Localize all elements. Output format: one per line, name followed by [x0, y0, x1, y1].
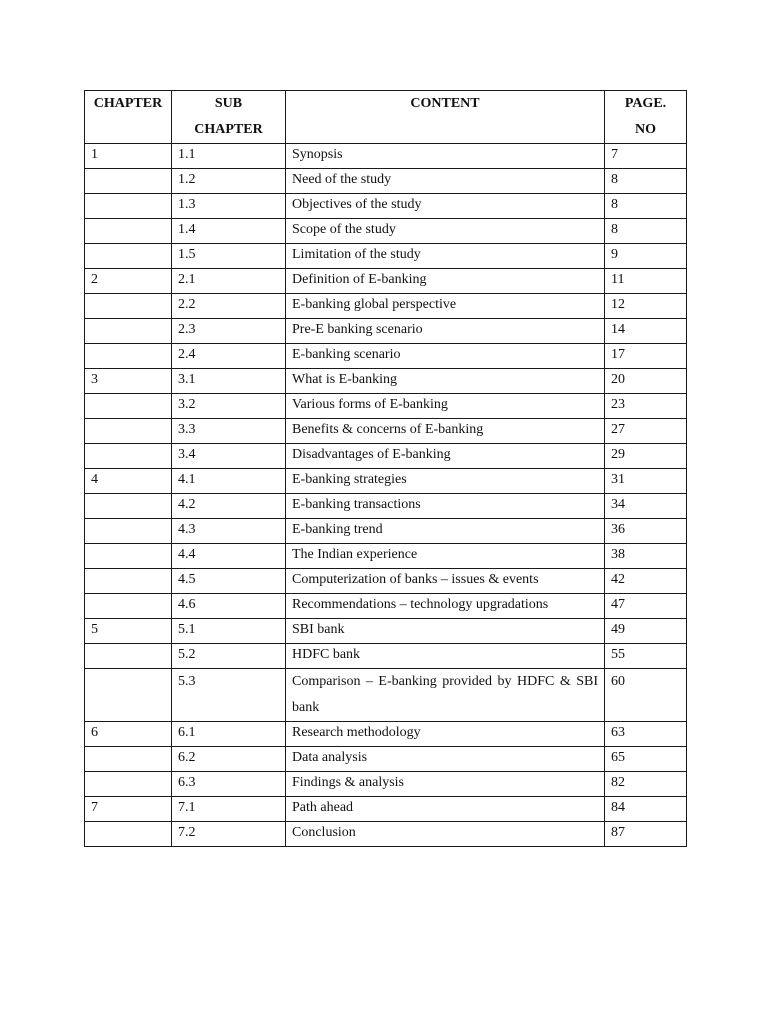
content-cell: E-banking strategies — [286, 469, 605, 494]
table-row — [85, 619, 687, 644]
sub-chapter-cell: 3.3 — [172, 419, 286, 444]
table-row — [85, 747, 687, 772]
sub-chapter-cell: 5.3 — [172, 669, 286, 722]
table-row — [85, 797, 687, 822]
table-row — [85, 269, 687, 294]
sub-chapter-cell: 1.3 — [172, 194, 286, 219]
sub-chapter-cell: 3.1 — [172, 369, 286, 394]
table-row — [85, 319, 687, 344]
sub-chapter-cell: 1.2 — [172, 169, 286, 194]
table-row — [85, 144, 687, 169]
sub-chapter-cell: 6.2 — [172, 747, 286, 772]
sub-chapter-cell: 2.4 — [172, 344, 286, 369]
header-page-line1: PAGE. — [624, 96, 667, 111]
chapter-cell — [85, 444, 172, 469]
chapter-cell — [85, 519, 172, 544]
chapter-cell — [85, 822, 172, 847]
content-cell: Various forms of E-banking — [286, 394, 605, 419]
sub-chapter-cell: 4.2 — [172, 494, 286, 519]
page-number-cell: 65 — [605, 747, 687, 772]
page-number-cell: 14 — [605, 319, 687, 344]
table-row — [85, 772, 687, 797]
content-cell: Definition of E-banking — [286, 269, 605, 294]
page-number-cell: 7 — [605, 144, 687, 169]
toc-header-row — [85, 91, 687, 144]
header-sub-chapter — [172, 91, 286, 144]
sub-chapter-cell: 6.3 — [172, 772, 286, 797]
page-number-cell: 42 — [605, 569, 687, 594]
header-sub-line1: SUB — [214, 96, 243, 111]
table-row — [85, 194, 687, 219]
header-sub-line2: CHAPTER — [194, 122, 263, 137]
chapter-cell: 6 — [85, 722, 172, 747]
content-cell: E-banking scenario — [286, 344, 605, 369]
sub-chapter-cell: 6.1 — [172, 722, 286, 747]
table-row — [85, 369, 687, 394]
header-page-no — [605, 91, 687, 144]
content-cell: Data analysis — [286, 747, 605, 772]
content-cell: HDFC bank — [286, 644, 605, 669]
content-cell: What is E-banking — [286, 369, 605, 394]
page-number-cell: 8 — [605, 194, 687, 219]
page-number-cell: 36 — [605, 519, 687, 544]
chapter-cell: 1 — [85, 144, 172, 169]
table-row — [85, 394, 687, 419]
content-cell: Comparison – E-banking provided by HDFC & SBI bank — [286, 669, 605, 722]
toc-body — [85, 144, 687, 847]
table-of-contents — [84, 90, 687, 847]
content-cell: E-banking global perspective — [286, 294, 605, 319]
chapter-cell: 5 — [85, 619, 172, 644]
sub-chapter-cell: 7.1 — [172, 797, 286, 822]
sub-chapter-cell: 4.4 — [172, 544, 286, 569]
chapter-cell: 2 — [85, 269, 172, 294]
page-number-cell: 23 — [605, 394, 687, 419]
sub-chapter-cell: 4.5 — [172, 569, 286, 594]
content-cell: Synopsis — [286, 144, 605, 169]
page-number-cell: 60 — [605, 669, 687, 722]
content-cell: Conclusion — [286, 822, 605, 847]
table-row — [85, 494, 687, 519]
page-number-cell: 38 — [605, 544, 687, 569]
sub-chapter-cell: 4.1 — [172, 469, 286, 494]
chapter-cell — [85, 394, 172, 419]
sub-chapter-cell: 4.6 — [172, 594, 286, 619]
page-number-cell: 8 — [605, 219, 687, 244]
content-cell: Limitation of the study — [286, 244, 605, 269]
table-row — [85, 519, 687, 544]
header-chapter: CHAPTER — [85, 91, 172, 144]
table-row — [85, 544, 687, 569]
table-row — [85, 594, 687, 619]
content-cell: Need of the study — [286, 169, 605, 194]
chapter-cell — [85, 644, 172, 669]
content-cell: Path ahead — [286, 797, 605, 822]
sub-chapter-cell: 3.2 — [172, 394, 286, 419]
page-number-cell: 8 — [605, 169, 687, 194]
chapter-cell — [85, 194, 172, 219]
sub-chapter-cell: 3.4 — [172, 444, 286, 469]
content-cell: Disadvantages of E-banking — [286, 444, 605, 469]
table-row — [85, 569, 687, 594]
page-number-cell: 31 — [605, 469, 687, 494]
page-number-cell: 27 — [605, 419, 687, 444]
content-cell: Scope of the study — [286, 219, 605, 244]
page-number-cell: 34 — [605, 494, 687, 519]
content-cell: E-banking transactions — [286, 494, 605, 519]
sub-chapter-cell: 7.2 — [172, 822, 286, 847]
content-cell: Findings & analysis — [286, 772, 605, 797]
chapter-cell — [85, 344, 172, 369]
chapter-cell — [85, 569, 172, 594]
sub-chapter-cell: 2.1 — [172, 269, 286, 294]
chapter-cell — [85, 244, 172, 269]
content-cell: SBI bank — [286, 619, 605, 644]
page-number-cell: 63 — [605, 722, 687, 747]
table-row — [85, 419, 687, 444]
sub-chapter-cell: 1.5 — [172, 244, 286, 269]
sub-chapter-cell: 5.1 — [172, 619, 286, 644]
page-number-cell: 11 — [605, 269, 687, 294]
sub-chapter-cell: 1.4 — [172, 219, 286, 244]
table-row — [85, 444, 687, 469]
chapter-cell — [85, 594, 172, 619]
chapter-cell — [85, 747, 172, 772]
table-row — [85, 644, 687, 669]
chapter-cell — [85, 772, 172, 797]
sub-chapter-cell: 4.3 — [172, 519, 286, 544]
chapter-cell — [85, 494, 172, 519]
content-cell: Benefits & concerns of E-banking — [286, 419, 605, 444]
table-row — [85, 469, 687, 494]
table-row — [85, 169, 687, 194]
page-number-cell: 12 — [605, 294, 687, 319]
page-number-cell: 82 — [605, 772, 687, 797]
chapter-cell: 3 — [85, 369, 172, 394]
chapter-cell: 4 — [85, 469, 172, 494]
page-number-cell: 29 — [605, 444, 687, 469]
table-row — [85, 244, 687, 269]
page-number-cell: 9 — [605, 244, 687, 269]
chapter-cell — [85, 169, 172, 194]
page-number-cell: 20 — [605, 369, 687, 394]
chapter-cell — [85, 319, 172, 344]
table-row — [85, 219, 687, 244]
table-row — [85, 722, 687, 747]
content-cell: Objectives of the study — [286, 194, 605, 219]
table-row — [85, 669, 687, 722]
chapter-cell — [85, 219, 172, 244]
table-row — [85, 294, 687, 319]
page-number-cell: 55 — [605, 644, 687, 669]
page-number-cell: 84 — [605, 797, 687, 822]
chapter-cell — [85, 669, 172, 722]
sub-chapter-cell: 1.1 — [172, 144, 286, 169]
content-cell: Pre-E banking scenario — [286, 319, 605, 344]
chapter-cell: 7 — [85, 797, 172, 822]
sub-chapter-cell: 2.2 — [172, 294, 286, 319]
chapter-cell — [85, 294, 172, 319]
sub-chapter-cell: 5.2 — [172, 644, 286, 669]
content-cell: The Indian experience — [286, 544, 605, 569]
page-number-cell: 49 — [605, 619, 687, 644]
table-row — [85, 344, 687, 369]
content-cell: Recommendations – technology upgradations — [286, 594, 605, 619]
toc-header — [85, 91, 687, 144]
content-cell: E-banking trend — [286, 519, 605, 544]
page-number-cell: 47 — [605, 594, 687, 619]
sub-chapter-cell: 2.3 — [172, 319, 286, 344]
header-content: CONTENT — [286, 91, 605, 144]
page-number-cell: 87 — [605, 822, 687, 847]
table-row — [85, 822, 687, 847]
page-number-cell: 17 — [605, 344, 687, 369]
header-page-line2: NO — [635, 122, 656, 137]
chapter-cell — [85, 419, 172, 444]
chapter-cell — [85, 544, 172, 569]
content-cell: Computerization of banks – issues & events — [286, 569, 605, 594]
content-cell: Research methodology — [286, 722, 605, 747]
